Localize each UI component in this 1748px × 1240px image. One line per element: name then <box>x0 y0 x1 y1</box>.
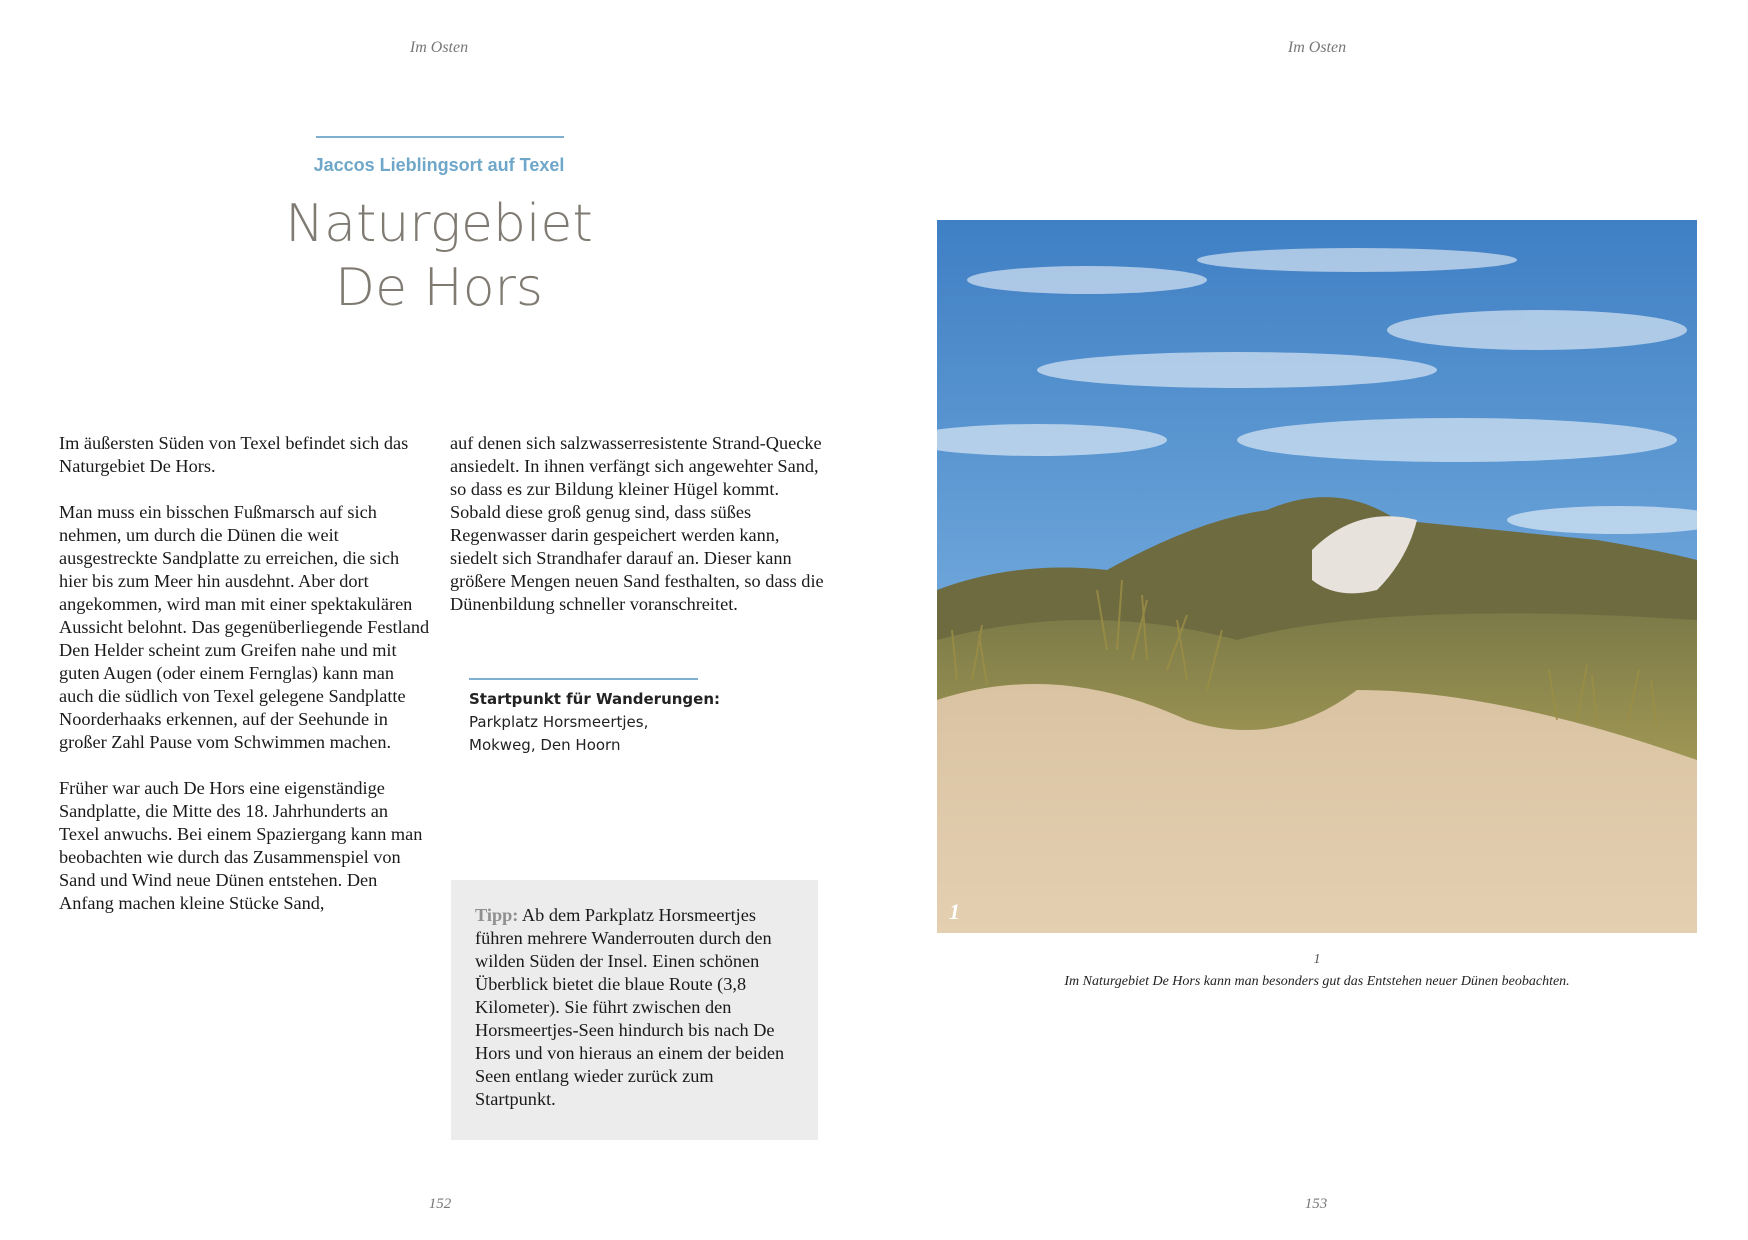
paragraph: Man muss ein bisschen Fußmarsch auf sich nehmen, um durch die Dünen die weit ausgestreckte Sandplatte zu erreichen, die sich hier bis zum Meer hin ausdehnt. Aber dort angekommen, wird man mit einer spektakulären Aussicht belohnt. Das gegenüberliegende Festland Den Helder scheint zum Greifen nahe und mit guten Augen (oder einem Fernglas) kann man auch die südlich von Texel gelegene Sandplatte Noorderhaaks erkennen, auf der Seehunde in großer Zahl Pause vom Schwimmen machen. <box>59 502 430 752</box>
photo-caption: Im Naturgebiet De Hors kann man besonders gut das Entstehen neuer Dünen beobachten. <box>1064 974 1570 989</box>
dune-landscape-image <box>937 220 1697 933</box>
title-line-2: De Hors <box>335 258 543 318</box>
photo-number: 1 <box>949 899 960 924</box>
caption-number: 1 <box>1313 952 1321 967</box>
tip-text: Ab dem Parkplatz Horsmeertjes führen mehrere Wanderrouten durch den wilden Süden der Insel. Einen schönen Überblick bietet die blaue Route (3,8 Kilometer). Sie führt zwischen den Horsmeertjes-Seen hindurch bis nach De Hors und von hieraus an einem der beiden Seen entlang wieder zurück zum Startpunkt. <box>475 905 785 1109</box>
body-column-1 <box>59 432 431 938</box>
right-running-head: Im Osten <box>1287 39 1347 56</box>
kicker: Jaccos Lieblingsort auf Texel <box>313 155 565 175</box>
left-running-head: Im Osten <box>409 39 469 56</box>
body-column-2 <box>450 432 825 639</box>
left-page-number: 152 <box>428 1196 452 1212</box>
page-title <box>285 192 593 320</box>
paragraph: Im äußersten Süden von Texel befindet sich das Naturgebiet De Hors. <box>59 433 409 476</box>
start-line-2: Mokweg, Den Hoorn <box>469 736 621 754</box>
start-line-1: Parkplatz Horsmeertjes, <box>469 713 649 731</box>
paragraph: auf denen sich salzwasserresistente Strand-Quecke ansiedelt. In ihnen verfängt sich angewehter Sand, so dass es zur Bildung kleiner Hügel kommt. Sobald diese groß genug sind, dass süßes Regenwasser darin gespeichert werden kann, siedelt sich Strandhafer darauf an. Dieser kann größere Mengen neuen Sand festhalten, so dass die Dünenbildung schneller voranschreitet. <box>450 433 824 614</box>
tip-box <box>451 880 818 1140</box>
dune-photo <box>937 220 1697 933</box>
right-page-number: 153 <box>1304 1196 1328 1212</box>
start-rule <box>469 678 698 680</box>
start-info <box>469 688 720 757</box>
start-label: Startpunkt für Wanderungen: <box>469 690 721 708</box>
title-line-1: Naturgebiet <box>285 194 593 254</box>
title-rule <box>316 136 564 138</box>
paragraph: Früher war auch De Hors eine eigenständige Sandplatte, die Mitte des 18. Jahrhunderts an Texel anwuchs. Bei einem Spaziergang kann man beobachten wie durch das Zusammenspiel von Sand und Wind neue Dünen entstehen. Den Anfang machen kleine Stücke Sand, <box>59 778 423 913</box>
tip-label: Tipp: <box>475 905 519 925</box>
